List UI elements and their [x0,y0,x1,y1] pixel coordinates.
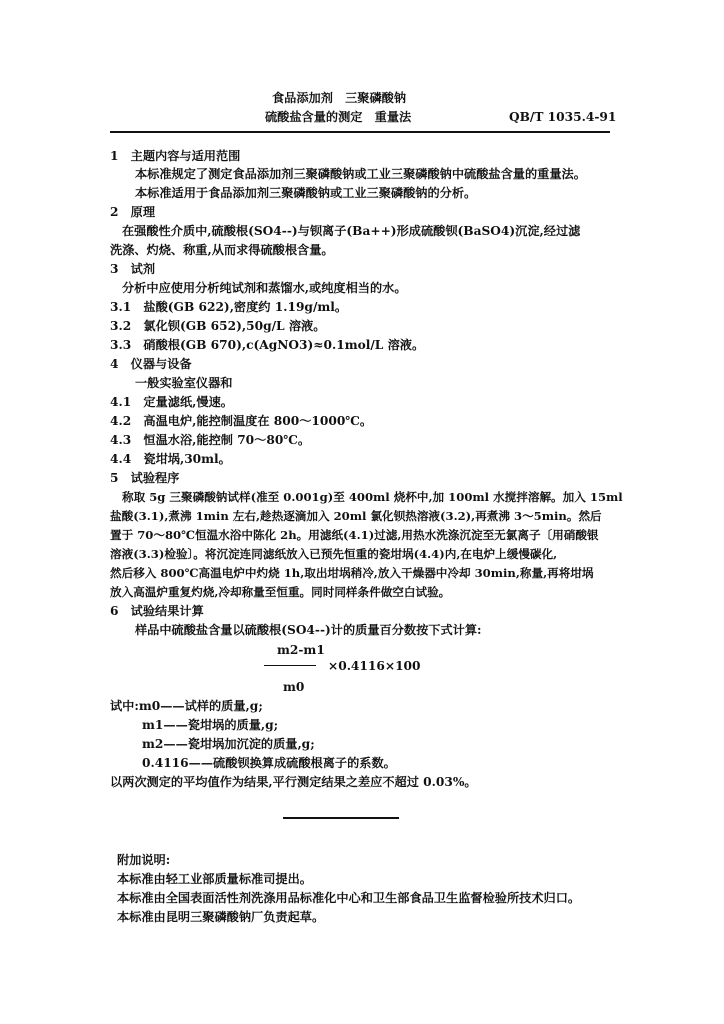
section-3-para: 分析中应使用分析纯试剂和蒸馏水,或纯度相当的水。 [122,281,407,295]
formula-fraction-bar [264,665,316,666]
section-3-2: 3.2 氯化钡(GB 652),50g/L 溶液。 [110,319,326,333]
formula-where-m1: m1——瓷坩埚的质量,g; [142,718,279,732]
section-5-line-1: 称取 5g 三聚磷酸钠试样(准至 0.001g)至 400ml 烧杯中,加 100ml 水搅拌溶解。加入 15ml [122,490,623,504]
document-title-line1: 食品添加剂 三聚磷酸钠 [272,91,407,105]
section-5-heading: 5 试验程序 [110,471,180,485]
formula-numerator: m2-m1 [277,643,325,657]
section-6-conclusion: 以两次测定的平均值作为结果,平行测定结果之差应不超过 0.03%。 [110,775,477,789]
section-3-1: 3.1 盐酸(GB 622),密度约 1.19g/ml。 [110,300,348,314]
header-rule [110,131,610,133]
formula-where-coefficient: 0.4116——硫酸钡换算成硫酸根离子的系数。 [142,756,396,770]
footer-note-2: 本标准由全国表面活性剂洗涤用品标准化中心和卫生部食品卫生监督检验所技术归口。 [117,891,581,905]
section-6-heading: 6 试验结果计算 [110,604,204,618]
section-2-para-line-2: 洗涤、灼烧、称重,从而求得硫酸根含量。 [110,243,334,257]
section-4-4: 4.4 瓷坩埚,30ml。 [110,452,231,466]
section-1-heading: 1 主题内容与适用范围 [110,149,241,163]
section-5-line-3: 置于 70～80℃恒温水浴中陈化 2h。用滤纸(4.1)过滤,用热水洗涤沉淀至无氯离子〔用硝酸银 [110,528,599,542]
section-4-para: 一般实验室仪器和 [135,376,233,390]
section-5-line-2: 盐酸(3.1),煮沸 1min 左右,趁热逐滴加入 20ml 氯化钡热溶液(3.2),再煮沸 3～5min。然后 [110,509,602,523]
section-2-heading: 2 原理 [110,205,156,219]
section-5-line-6: 放入高温炉重复灼烧,冷却称量至恒重。同时同样条件做空白试验。 [110,585,451,599]
standard-number: QB/T 1035.4-91 [509,110,617,124]
section-4-2: 4.2 高温电炉,能控制温度在 800～1000℃。 [110,414,373,428]
formula-multiplier: ×0.4116×100 [328,659,421,673]
footer-note-1: 本标准由轻工业部质量标准司提出。 [117,872,312,886]
section-5-line-4: 溶液(3.3)检验〕。将沉淀连同滤纸放入已预先恒重的瓷坩埚(4.4)内,在电炉上缓慢碳化, [110,547,558,561]
section-1-para-1: 本标准规定了测定食品添加剂三聚磷酸钠或工业三聚磷酸钠中硫酸盐含量的重量法。 [135,167,586,181]
formula-where-m0: 试中:m0——试样的质量,g; [110,699,263,713]
document-title-line2: 硫酸盐含量的测定 重量法 [265,110,412,124]
formula-where-m2: m2——瓷坩埚加沉淀的质量,g; [142,737,315,751]
section-3-3: 3.3 硝酸根(GB 670),c(AgNO3)≈0.1mol/L 溶液。 [110,338,425,352]
footer-heading: 附加说明: [117,853,171,867]
section-5-line-5: 然后移入 800℃高温电炉中灼烧 1h,取出坩埚稍冷,放入干燥器中冷却 30min,称量,再将坩埚 [110,566,594,580]
section-3-heading: 3 试剂 [110,262,156,276]
formula-denominator: m0 [283,680,305,694]
footer-note-3: 本标准由昆明三聚磷酸钠厂负责起草。 [117,910,325,924]
section-4-1: 4.1 定量滤纸,慢速。 [110,395,233,409]
section-2-para-line-1: 在强酸性介质中,硫酸根(SO4--)与钡离子(Ba++)形成硫酸钡(BaSO4)沉淀,经过滤 [122,224,581,238]
section-1-para-2: 本标准适用于食品添加剂三聚磷酸钠或工业三聚磷酸钠的分析。 [135,186,477,200]
end-rule [283,817,399,819]
section-4-heading: 4 仪器与设备 [110,357,192,371]
section-6-para: 样品中硫酸盐含量以硫酸根(SO4--)计的质量百分数按下式计算: [135,623,482,637]
section-4-3: 4.3 恒温水浴,能控制 70～80℃。 [110,433,311,447]
